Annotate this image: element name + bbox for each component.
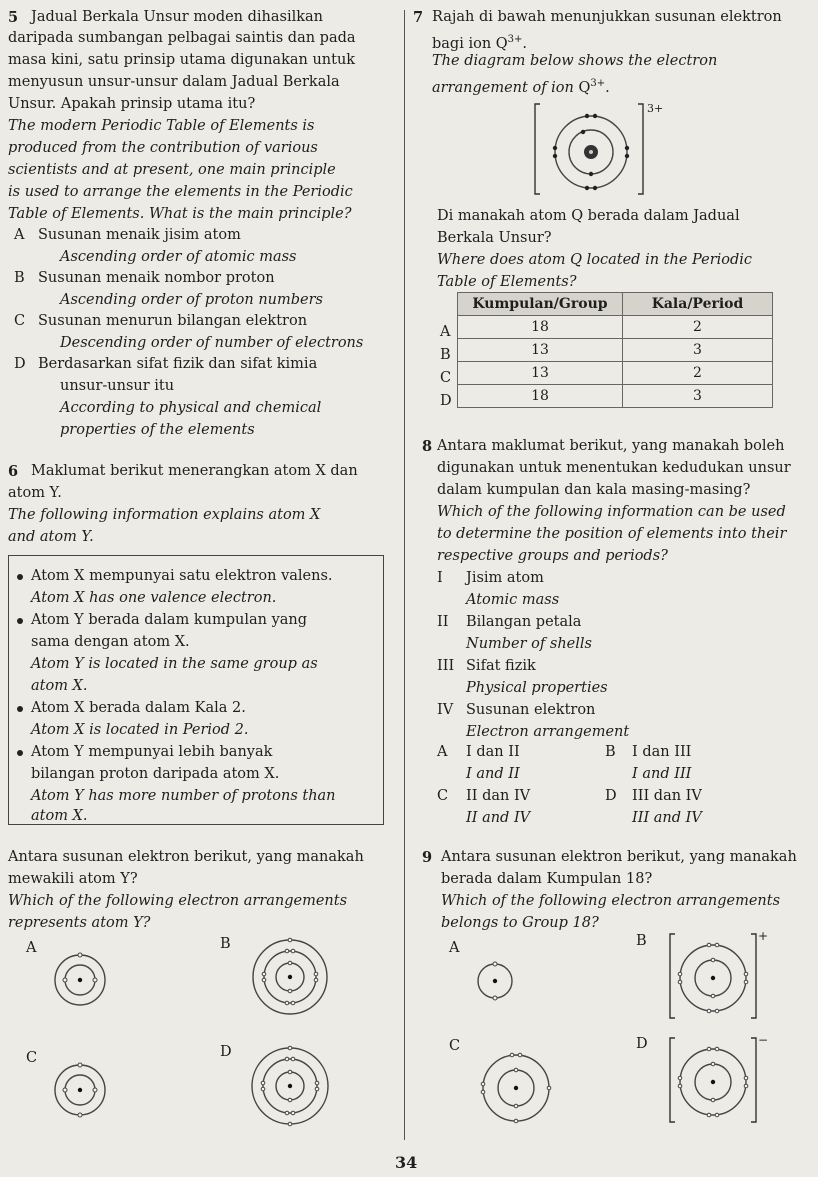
item-text: Sifat fizik [466, 658, 536, 674]
info-bullet-en: Atom Y has more number of protons than [31, 788, 336, 804]
option-b-text-en: I and III [632, 766, 692, 782]
info-bullet-en: Atom X has one valence electron. [31, 590, 277, 606]
option-letter[interactable]: C [449, 1038, 461, 1054]
item-text-en: Atomic mass [466, 592, 560, 608]
info-bullet: bilangan proton daripada atom X. [31, 766, 280, 782]
question-text-en: represents atom Y? [8, 915, 151, 931]
question-text-en: scientists and at present, one main principle [8, 162, 336, 178]
question-number: 6 [8, 463, 19, 480]
svg-text:−: − [758, 1033, 769, 1047]
option-b-text-en: Ascending order of proton numbers [60, 292, 323, 308]
question-text-en: is used to arrange the elements in the Periodic [8, 184, 353, 200]
question-text-en: Which of the following information can be used [437, 504, 786, 520]
info-bullet-en: Atom Y is located in the same group as [31, 656, 318, 672]
question-text-en: The following information explains atom X [8, 507, 321, 523]
option-letter[interactable]: D [636, 1036, 648, 1052]
question-number: 9 [422, 849, 433, 866]
option-d-text-en: III and IV [632, 810, 702, 826]
question-text: dalam kumpulan dan kala masing-masing? [437, 482, 751, 498]
info-bullet: Atom Y berada dalam kumpulan yang [31, 612, 308, 628]
option-d-text-en: properties of the elements [60, 422, 255, 438]
table-row[interactable]: 13 3 [458, 339, 773, 362]
option-letter[interactable]: B [440, 347, 451, 363]
table-header-group: Kumpulan/Group [458, 293, 623, 316]
item-numeral: II [437, 614, 449, 630]
bullet-dot [17, 574, 23, 580]
info-bullet-en: Atom X is located in Period 2. [31, 722, 249, 738]
info-bullet-en: atom X. [31, 808, 88, 824]
option-letter[interactable]: B [14, 270, 25, 286]
option-letter[interactable]: B [636, 933, 647, 949]
info-bullet-en: atom X. [31, 678, 88, 694]
option-b-text[interactable]: Susunan menaik nombor proton [38, 270, 275, 286]
atom-diagram-6d[interactable] [250, 1042, 330, 1130]
question-text: Unsur. Apakah prinsip utama itu? [8, 96, 256, 112]
question-text: Berkala Unsur? [437, 230, 552, 246]
question-text-en: belongs to Group 18? [441, 915, 599, 931]
svg-text:+: + [758, 929, 769, 943]
option-d-text[interactable]: III dan IV [632, 788, 702, 804]
atom-diagram-9c[interactable] [478, 1046, 554, 1128]
option-letter[interactable]: D [14, 356, 26, 372]
option-letter[interactable]: C [14, 313, 26, 329]
question-text-en: respective groups and periods? [437, 548, 668, 564]
question-text: mewakili atom Y? [8, 871, 138, 887]
question-text-en: Where does atom Q located in the Periodic [437, 252, 753, 268]
option-letter[interactable]: A [14, 227, 25, 243]
bullet-dot [17, 618, 23, 624]
option-letter[interactable]: D [440, 393, 452, 409]
table-row[interactable]: 13 2 [458, 362, 773, 385]
option-letter[interactable]: C [440, 370, 452, 386]
info-bullet: Atom Y mempunyai lebih banyak [31, 744, 273, 760]
group-period-table [457, 292, 773, 408]
question-text: Di manakah atom Q berada dalam Jadual [437, 208, 740, 224]
option-d-text: unsur-unsur itu [60, 378, 175, 394]
atom-diagram-9d[interactable] [665, 1030, 775, 1130]
question-number: 5 [8, 9, 19, 26]
question-text: Jadual Berkala Unsur moden dihasilkan [31, 9, 324, 25]
item-text-en: Physical properties [466, 680, 608, 696]
atom-diagram-9b[interactable] [665, 926, 775, 1026]
item-numeral: IV [437, 702, 454, 718]
option-letter[interactable]: A [26, 940, 37, 956]
question-text: Rajah di bawah menunjukkan susunan elektron [432, 9, 782, 25]
question-text-en: produced from the contribution of various [8, 140, 318, 156]
option-c-text-en: Descending order of number of electrons [60, 335, 364, 351]
question-text-en: to determine the position of elements into their [437, 526, 787, 542]
table-header-period: Kala/Period [623, 293, 773, 316]
item-text: Bilangan petala [466, 614, 582, 630]
option-c-text-en: II and IV [466, 810, 531, 826]
option-letter[interactable]: B [605, 744, 616, 760]
option-d-text-en: According to physical and chemical [60, 400, 322, 416]
bullet-dot [17, 706, 23, 712]
option-c-text[interactable]: Susunan menurun bilangan elektron [38, 313, 308, 329]
question-text-en: The modern Periodic Table of Elements is [8, 118, 315, 134]
item-numeral: III [437, 658, 455, 674]
option-letter[interactable]: D [220, 1044, 232, 1060]
option-letter[interactable]: A [449, 940, 460, 956]
info-bullet: sama dengan atom X. [31, 634, 190, 650]
item-text: Jisim atom [466, 570, 544, 586]
question-text-en: arrangement of ion $Q^{3+}$. [432, 78, 610, 96]
option-letter[interactable]: C [26, 1050, 38, 1066]
option-a-text-en: I and II [466, 766, 520, 782]
atom-diagram-6b[interactable] [250, 935, 330, 1019]
question-text-en: and atom Y. [8, 529, 94, 545]
question-text-en: Which of the following electron arrangements [441, 893, 781, 909]
item-text-en: Electron arrangement [466, 724, 630, 740]
option-letter[interactable]: A [437, 744, 448, 760]
question-text: bagi ion $Q^{3+}$. [432, 34, 528, 52]
atom-diagram-6c[interactable] [50, 1060, 110, 1120]
question-text: daripada sumbangan pelbagai saintis dan pada [8, 30, 356, 46]
question-text: masa kini, satu prinsip utama digunakan untuk [8, 52, 356, 68]
bullet-dot [17, 750, 23, 756]
option-a-text[interactable]: Susunan menaik jisim atom [38, 227, 241, 243]
question-text: Antara maklumat berikut, yang manakah boleh [437, 438, 785, 454]
option-letter[interactable]: A [440, 324, 451, 340]
option-b-text[interactable]: I dan III [632, 744, 692, 760]
option-a-text-en: Ascending order of atomic mass [60, 249, 297, 265]
question-text-en: The diagram below shows the electron [432, 53, 718, 69]
question-text-en: Table of Elements. What is the main principle? [8, 206, 352, 222]
atom-diagram-9a[interactable] [472, 958, 518, 1004]
svg-text:3+: 3+ [647, 102, 664, 115]
option-a-text[interactable]: I dan II [466, 744, 520, 760]
table-row[interactable]: 18 3 [458, 385, 773, 408]
question-text: atom Y. [8, 485, 62, 501]
item-text-en: Number of shells [466, 636, 592, 652]
question-text: digunakan untuk menentukan kedudukan unsur [437, 460, 791, 476]
question-text-en: Which of the following electron arrangements [8, 893, 348, 909]
info-bullet: Atom X berada dalam Kala 2. [31, 700, 246, 716]
question-text-en: Table of Elements? [437, 274, 577, 290]
option-letter[interactable]: B [220, 936, 231, 952]
column-divider [404, 10, 405, 1140]
ion-diagram-q [530, 100, 670, 198]
option-letter[interactable]: D [605, 788, 617, 804]
question-number: 8 [422, 438, 433, 455]
question-text: Antara susunan elektron berikut, yang manakah [8, 849, 364, 865]
question-number: 7 [413, 9, 424, 26]
item-text: Susunan elektron [466, 702, 596, 718]
question-text: Antara susunan elektron berikut, yang manakah [441, 849, 797, 865]
question-text: berada dalam Kumpulan 18? [441, 871, 653, 887]
option-c-text[interactable]: II dan IV [466, 788, 531, 804]
atom-diagram-6a[interactable] [50, 950, 110, 1010]
item-numeral: I [437, 570, 443, 586]
question-text: Maklumat berikut menerangkan atom X dan [31, 463, 358, 479]
table-row[interactable]: 18 2 [458, 316, 773, 339]
option-letter[interactable]: C [437, 788, 449, 804]
info-bullet: Atom X mempunyai satu elektron valens. [31, 568, 333, 584]
question-text: menyusun unsur-unsur dalam Jadual Berkala [8, 74, 340, 90]
option-d-text[interactable]: Berdasarkan sifat fizik dan sifat kimia [38, 356, 318, 372]
page-number: 34 [395, 1153, 418, 1172]
